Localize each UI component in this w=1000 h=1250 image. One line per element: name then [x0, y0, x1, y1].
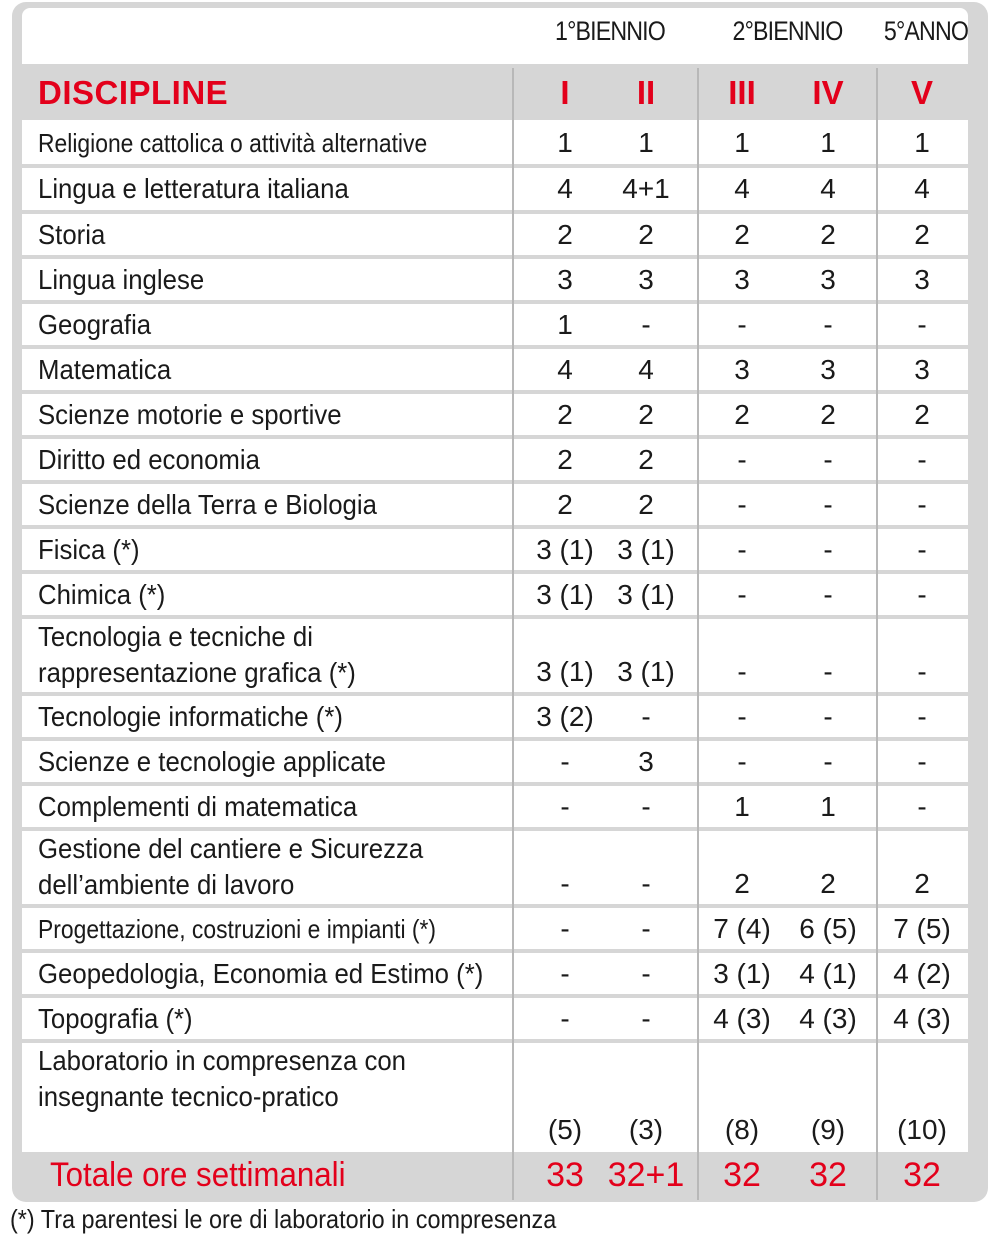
total-value: 32+1: [607, 1156, 685, 1194]
subject-label: Matematica: [38, 353, 172, 385]
hours-cell: -: [641, 700, 651, 732]
subject-label: Geografia: [38, 308, 152, 340]
hours-cell: -: [823, 700, 833, 732]
table-row: [22, 347, 968, 392]
subject-label: Progettazione, costruzioni e impianti (*): [38, 913, 437, 944]
column-divider: [512, 68, 514, 1200]
hours-cell: 1: [557, 308, 573, 340]
hours-cell: -: [823, 443, 833, 475]
subject-label: Tecnologie informatiche (*): [38, 700, 343, 732]
hours-cell: -: [917, 533, 927, 565]
hours-cell: 1: [734, 790, 750, 822]
table-row: [22, 694, 968, 739]
hours-cell: 1: [820, 127, 836, 158]
hours-cell: 3 (1): [536, 656, 594, 687]
hours-cell: -: [823, 533, 833, 565]
hours-cell: 3: [734, 353, 750, 385]
hours-cell: 3: [638, 745, 654, 777]
hours-cell: 3: [914, 353, 930, 385]
hours-cell: 2: [820, 398, 836, 430]
table-row: [22, 257, 968, 302]
hours-cell: 2: [914, 218, 930, 250]
hours-cell: -: [917, 578, 927, 610]
hours-cell: (5): [547, 1114, 583, 1145]
year-header-ii: II: [636, 74, 656, 111]
hours-cell: -: [737, 700, 747, 732]
hours-cell: 4: [734, 173, 750, 204]
hours-cell: 1: [638, 127, 654, 158]
hours-cell: 4: [557, 353, 573, 385]
subject-label: Scienze della Terra e Biologia: [38, 488, 377, 520]
total-value: 32: [723, 1156, 761, 1194]
hours-cell: 3: [734, 263, 750, 295]
hours-cell: 4: [820, 173, 836, 204]
hours-cell: -: [823, 578, 833, 610]
hours-cell: -: [737, 488, 747, 520]
hours-cell: (3): [628, 1114, 664, 1145]
year-header-iii: III: [728, 74, 756, 111]
hours-cell: 2: [557, 443, 573, 475]
subject-label: Religione cattolica o attività alternative: [38, 128, 428, 158]
footnote: (*) Tra parentesi le ore di laboratorio in compresenza: [10, 1204, 557, 1234]
hours-cell: -: [641, 957, 651, 989]
subject-label: Gestione del cantiere e Sicurezza: [38, 833, 424, 864]
table-row: [22, 482, 968, 527]
total-row: [22, 1152, 968, 1200]
total-value: 32: [903, 1156, 941, 1194]
year-header-i: I: [560, 74, 570, 111]
column-divider: [876, 68, 878, 1200]
hours-cell: (10): [897, 1114, 947, 1145]
hours-cell: 4: [914, 173, 930, 204]
hours-cell: 2: [638, 488, 654, 520]
hours-cell: 4 (3): [893, 1002, 951, 1034]
subject-label: Geopedologia, Economia ed Estimo (*): [38, 957, 484, 989]
hours-cell: 3 (1): [536, 533, 594, 565]
hours-cell: 3 (1): [536, 578, 594, 610]
hours-cell: 2: [734, 398, 750, 430]
subject-label: insegnante tecnico-pratico: [38, 1081, 339, 1112]
hours-cell: 4 (3): [713, 1002, 771, 1034]
subject-label: Fisica (*): [38, 533, 140, 565]
table-row: [22, 302, 968, 347]
hours-cell: 4+1: [622, 173, 670, 204]
table-row: [22, 437, 968, 482]
hours-cell: -: [560, 868, 570, 899]
hours-cell: -: [917, 700, 927, 732]
hours-cell: -: [917, 488, 927, 520]
hours-cell: 1: [914, 127, 930, 158]
hours-cell: -: [823, 745, 833, 777]
group-header-1-biennio: 1°BIENNIO: [555, 16, 665, 46]
hours-cell: 2: [638, 218, 654, 250]
hours-cell: 7 (4): [713, 912, 771, 944]
table-row: [22, 906, 968, 951]
hours-cell: -: [737, 578, 747, 610]
table-row: [22, 617, 968, 694]
hours-cell: 3: [557, 263, 573, 295]
disciplines-title: DISCIPLINE: [38, 74, 229, 111]
total-value: 32: [809, 1156, 847, 1194]
hours-cell: 4 (3): [799, 1002, 857, 1034]
hours-cell: -: [560, 957, 570, 989]
hours-cell: 4 (2): [893, 957, 951, 989]
hours-cell: 2: [820, 218, 836, 250]
hours-cell: -: [737, 443, 747, 475]
hours-cell: -: [917, 745, 927, 777]
hours-cell: 6 (5): [799, 912, 857, 944]
hours-cell: 2: [914, 398, 930, 430]
subject-label: Laboratorio in compresenza con: [38, 1045, 407, 1076]
table-row: [22, 392, 968, 437]
hours-cell: -: [641, 790, 651, 822]
subject-label: Lingua e letteratura italiana: [38, 173, 349, 204]
subject-label: dell’ambiente di lavoro: [38, 869, 295, 900]
hours-cell: 4 (1): [799, 957, 857, 989]
hours-cell: -: [917, 443, 927, 475]
hours-cell: -: [560, 1002, 570, 1034]
hours-cell: -: [917, 656, 927, 687]
table-row: [22, 739, 968, 784]
hours-cell: 3 (1): [617, 578, 675, 610]
hours-cell: (8): [724, 1114, 760, 1145]
hours-cell: 2: [638, 398, 654, 430]
hours-cell: 1: [820, 790, 836, 822]
subject-label: Scienze motorie e sportive: [38, 398, 342, 430]
total-label: Totale ore settimanali: [50, 1156, 346, 1194]
hours-cell: 2: [820, 868, 836, 899]
hours-cell: 3 (1): [617, 533, 675, 565]
hours-cell: 3: [820, 353, 836, 385]
hours-cell: 3: [820, 263, 836, 295]
total-value: 33: [546, 1156, 584, 1194]
subject-label: Storia: [38, 218, 106, 250]
hours-cell: 2: [557, 488, 573, 520]
hours-cell: 1: [734, 127, 750, 158]
hours-cell: -: [737, 656, 747, 687]
table-row: [22, 1041, 968, 1152]
hours-cell: -: [823, 488, 833, 520]
subject-label: Topografia (*): [38, 1002, 193, 1034]
table-row: [22, 784, 968, 829]
subject-label: Diritto ed economia: [38, 443, 260, 475]
hours-cell: -: [560, 912, 570, 944]
subject-label: Chimica (*): [38, 578, 166, 610]
table-row: [22, 166, 968, 212]
hours-cell: 2: [557, 398, 573, 430]
hours-cell: 3 (2): [536, 700, 594, 732]
hours-cell: 3: [914, 263, 930, 295]
subject-label: Scienze e tecnologie applicate: [38, 745, 387, 777]
table-row: [22, 996, 968, 1041]
table-row: [22, 572, 968, 617]
hours-cell: -: [641, 308, 651, 340]
hours-cell: (9): [810, 1114, 846, 1145]
hours-cell: -: [737, 308, 747, 340]
group-header-2-biennio: 2°BIENNIO: [732, 16, 843, 46]
hours-cell: -: [917, 308, 927, 340]
hours-cell: -: [641, 1002, 651, 1034]
hours-cell: -: [737, 533, 747, 565]
hours-cell: 3: [638, 263, 654, 295]
hours-cell: 3 (1): [713, 957, 771, 989]
year-header-iv: IV: [812, 74, 844, 111]
hours-cell: -: [560, 790, 570, 822]
group-header-5-anno: 5°ANNO: [883, 16, 969, 46]
subject-label: rappresentazione grafica (*): [38, 657, 356, 688]
subject-label: Complementi di matematica: [38, 790, 358, 822]
hours-cell: 7 (5): [893, 912, 951, 944]
hours-cell: -: [641, 868, 651, 899]
hours-cell: 2: [734, 218, 750, 250]
hours-cell: 2: [638, 443, 654, 475]
hours-cell: 2: [734, 868, 750, 899]
subject-label: Tecnologia e tecniche di: [38, 621, 313, 652]
hours-cell: -: [917, 790, 927, 822]
hours-cell: -: [737, 745, 747, 777]
hours-cell: 4: [557, 173, 573, 204]
column-divider: [697, 68, 699, 1200]
year-header-v: V: [910, 74, 933, 111]
disciplines-header-row: [22, 68, 968, 118]
table-row: [22, 527, 968, 572]
hours-cell: 1: [557, 127, 573, 158]
table-row: [22, 120, 968, 166]
hours-cell: 2: [557, 218, 573, 250]
hours-cell: 2: [914, 868, 930, 899]
table-row: [22, 951, 968, 996]
hours-cell: -: [641, 912, 651, 944]
table-row: [22, 829, 968, 906]
hours-cell: -: [560, 745, 570, 777]
hours-cell: -: [823, 656, 833, 687]
hours-cell: 3 (1): [617, 656, 675, 687]
hours-cell: -: [823, 308, 833, 340]
subject-label: Lingua inglese: [38, 263, 205, 295]
hours-cell: 4: [638, 353, 654, 385]
table-row: [22, 212, 968, 257]
